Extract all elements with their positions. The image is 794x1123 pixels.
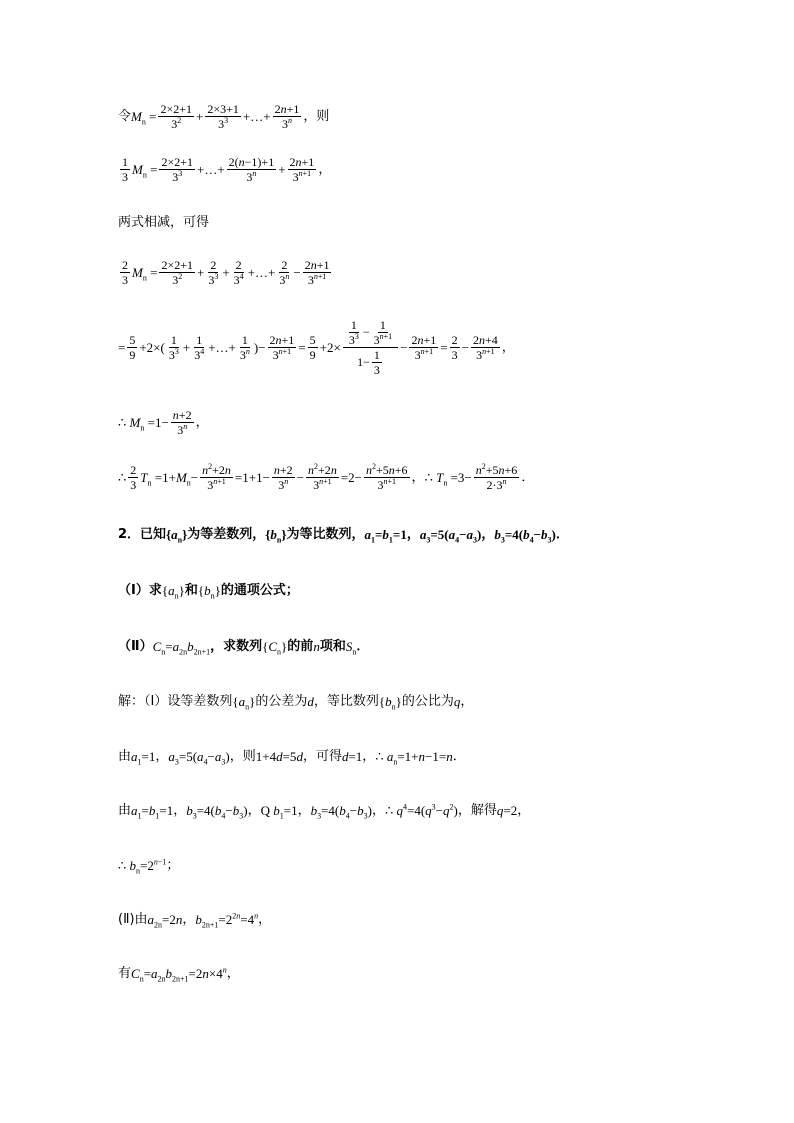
eq-third-mn: $\frac{1}{3}$ $M_n$ = $\frac{2\times 2+1}{3^3}$ +…+ $\frac{2(n-1)+1}{3^n}$ + $\frac{2n+1}{3^{n+1}}$ ， [122, 154, 332, 184]
fraction: $\frac{2}{3}$ [122, 257, 128, 287]
fraction: $\frac{2\times 3+1}{3^3}$ [207, 101, 239, 131]
fraction: $\frac{2}{3^n}$ [279, 257, 290, 287]
solution-bn: 由 $a_1=b_1=1$ ， $b_3=4(b_4-b_3)$ ， Q $b_1=1$ ， $b_3=4(b_4-b_3)$ ， ∴ $q^4=4(q^3-q^2)$ ，解得 q=2 ， [118, 802, 531, 821]
question-2-part-2: （Ⅱ） $C_n=a_{2n}b_{2n+1}$ ，求数列 $\{C_n\}$ 的前 n 项和 $S_n$ ． [118, 638, 370, 657]
therefore-symbol: ∴ [424, 469, 433, 485]
eq-tn-result: ∴ $\frac{2}{3}$ $T_n =1+M_n-$ $\frac{n^2+2n}{3^{n+1}}$ =1+1− $\frac{n+2}{3^n}$ − $\frac{n^2+2n}{3^{n+1}}$ =2− $\frac{n^2+5n+6}{3^{n+1}}$ ， ∴ $T_n =3-$ $\frac{n^2+5n+6}{2\cdot 3^n}$ ． [118, 461, 535, 492]
fraction: $\frac{5}{9}$ [309, 332, 316, 362]
math-mn: $M_n$ = [131, 108, 157, 127]
text-subtract-label: 两式相减，可得 [118, 214, 210, 230]
compound-fraction: $\frac{1}{3^3}$ − $\frac{1}{3^{n+1}}$ 1− $\frac{1}{3}$ [343, 319, 398, 376]
text-period: ． [521, 469, 535, 485]
fraction: $\frac{1}{3^n}$ [239, 332, 250, 362]
fraction: $\frac{2n+1}{3^{n+1}}$ [304, 257, 330, 287]
fraction: $\frac{5}{9}$ [129, 332, 136, 362]
solution-part-2: (Ⅱ)由 $a_{2n}=2n$ ， $b_{2n+1}=2^{2n}=4^n$ ， [118, 911, 272, 930]
fraction: $\frac{2n+1}{3^{n+1}}$ [411, 332, 437, 362]
eq-mn-definition: 令 $M_n$ = $\frac{2\times 2+1}{3^2}$ + $\frac{2\times 3+1}{3^3}$ +…+ $\frac{2n+1}{3^n}$ ，则 [118, 101, 330, 131]
fraction: $\frac{1}{3^4}$ [194, 332, 205, 362]
text-comma: ， [318, 161, 332, 177]
solution-an: 由 $a_1=1$ ， $a_3=5(a_4-a_3)$ ，则 1+4d=5d ，可得 d=1 ， ∴ $a_n=1+n-1=n$ ． [118, 748, 466, 767]
eq-mn-result: ∴ $M_n =1-$ $\frac{n+2}{3^n}$ ， [118, 407, 209, 437]
fraction: $\frac{n^2+2n}{3^{n+1}}$ [308, 461, 337, 492]
text-comma: ， [195, 414, 209, 430]
fraction: $\frac{2n+1}{3^{n+1}}$ [269, 332, 295, 362]
fraction: $\frac{2}{3^4}$ [233, 257, 244, 287]
fraction: $\frac{1}{3^3}$ [168, 332, 179, 362]
text-ling: 令 [118, 108, 132, 124]
solution-part-1-intro: 解：（Ⅰ）设等差数列 $\{a_n\}$ 的公差为 d ，等比数列 $\{b_n\}$ 的公比为 q ， [118, 693, 474, 712]
fraction: $\frac{n^2+5n+6}{2\cdot 3^n}$ [475, 461, 518, 492]
fraction: $\frac{n^2+2n}{3^{n+1}}$ [202, 461, 231, 492]
text-subtract [118, 213, 209, 231]
fraction: $\frac{2(n-1)+1}{3^n}$ [228, 154, 275, 184]
fraction: $\frac{2n+4}{3^{n+1}}$ [472, 332, 498, 362]
fraction: $\frac{2\times 2+1}{3^3}$ [161, 154, 193, 184]
eq-expansion: = $\frac{5}{9}$ +2×( $\frac{1}{3^3}$ + $\frac{1}{3^4}$ +…+ $\frac{1}{3^n}$ )− $\frac{2n+1}{3^{n+1}}$ = $\frac{5}{9}$ +2× $\frac{1}{3^3}$ − $\frac{1}{3^{n+1}}$ 1− $\frac{1}{3}$ − $\frac{2n+1}{3^{n+1}}$ = $\frac{2}{3}$ − $\frac{2n+4}{3^{n+1}}$ ， [118, 317, 515, 377]
fraction: $\frac{2\times 2+1}{3^2}$ [160, 101, 192, 131]
fraction: $\frac{2n+1}{3^{n+1}}$ [289, 154, 315, 184]
question-2-title: 2．已知 $\{a_n\}$ 为等差数列， $\{b_n\}$ 为等比数列， $a_1=b_1=1$ ， $a_3=5(a_4-a_3)$ ， $b_3=4(b_4-b_3)$ ． [118, 526, 569, 545]
text-ze: ，则 [303, 108, 330, 124]
fraction: $\frac{2\times 2+1}{3^2}$ [161, 257, 193, 287]
solution-bn-result: ∴ $b_n=2^{n-1}$ ； [118, 857, 180, 876]
therefore-symbol: ∴ [118, 414, 127, 430]
text-comma: ， [411, 469, 425, 485]
fraction: $\frac{2}{3^3}$ [208, 257, 219, 287]
eq-two-thirds-mn: $\frac{2}{3}$ $M_n$ = $\frac{2\times 2+1}{3^2}$ + $\frac{2}{3^3}$ + $\frac{2}{3^4}$ +…+ $\frac{2}{3^n}$ − $\frac{2n+1}{3^{n+1}}$ [122, 257, 330, 287]
fraction: $\frac{1}{3}$ [122, 154, 128, 184]
therefore-symbol: ∴ [118, 469, 127, 485]
q2-prefix: 2．已知 [118, 526, 167, 542]
fraction: $\frac{2}{3}$ [451, 332, 458, 362]
solution-cn: 有 $C_n=a_{2n}b_{2n+1}=2n\times 4^n$ ， [118, 965, 240, 984]
text-comma: ， [501, 339, 515, 355]
fraction: $\frac{2}{3}$ [130, 462, 137, 492]
fraction: $\frac{n+2}{3^n}$ [273, 462, 293, 492]
question-2-part-1: （Ⅰ）求 $\{a_n\}$ 和 $\{b_n\}$ 的通项公式； [118, 582, 299, 601]
fraction: $\frac{n^2+5n+6}{3^{n+1}}$ [365, 461, 408, 492]
fraction: $\frac{n+2}{3^n}$ [172, 407, 192, 437]
fraction: $\frac{2n+1}{3^n}$ [274, 101, 300, 131]
